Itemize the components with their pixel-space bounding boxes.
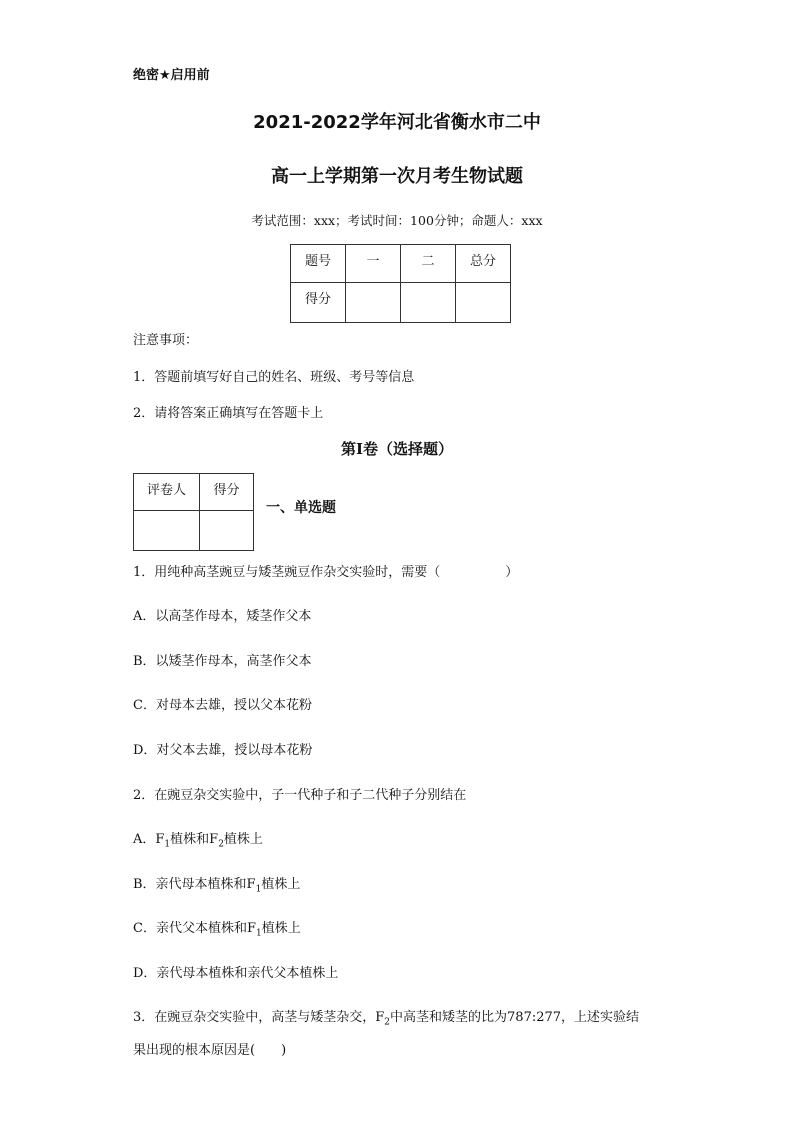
q2-option-b: B．亲代母本植株和$F_1$植株上 bbox=[133, 877, 301, 895]
q1-option-c: C．对母本去雄，授以父本花粉 bbox=[133, 698, 312, 713]
score-header-question-no: 题号 bbox=[291, 245, 346, 283]
q2-option-a: A．$F_1$植株和$F_2$植株上 bbox=[133, 832, 263, 850]
exam-info: 考试范围：xxx；考试时间：100分钟；命题人：xxx bbox=[251, 213, 543, 228]
score-header-part1: 一 bbox=[346, 245, 401, 283]
q1-option-a: A．以高茎作母本，矮茎作父本 bbox=[133, 609, 312, 624]
grader-score-cell[interactable] bbox=[200, 511, 254, 551]
q3-stem-line2: 果出现的根本原因是( ) bbox=[133, 1043, 287, 1058]
confidential-mark: 绝密★启用前 bbox=[133, 68, 210, 83]
score-header-part2: 二 bbox=[401, 245, 456, 283]
exam-title-line1: 2021-2022学年河北省衡水市二中 bbox=[253, 112, 541, 133]
grader-cell[interactable] bbox=[134, 511, 200, 551]
section-title: 第I卷（选择题） bbox=[340, 440, 454, 458]
score-cell[interactable] bbox=[456, 283, 511, 323]
q1-stem: 1．用纯种高茎豌豆与矮茎豌豆作杂交实验时，需要（ ） bbox=[133, 565, 519, 580]
score-cell[interactable] bbox=[346, 283, 401, 323]
exam-title-line2: 高一上学期第一次月考生物试题 bbox=[271, 166, 523, 187]
q2-stem: 2．在豌豆杂交实验中，子一代种子和子二代种子分别结在 bbox=[133, 788, 467, 803]
grader-label: 评卷人 bbox=[134, 474, 200, 511]
q2-option-d: D．亲代母本植株和亲代父本植株上 bbox=[133, 966, 339, 981]
notice-item-2: 2．请将答案正确填写在答题卡上 bbox=[133, 406, 324, 421]
score-table bbox=[290, 244, 511, 323]
notice-item-1: 1．答题前填写好自己的姓名、班级、考号等信息 bbox=[133, 370, 415, 385]
grader-table bbox=[133, 473, 254, 551]
q1-option-b: B．以矮茎作母本，高茎作父本 bbox=[133, 654, 312, 669]
q3-stem: 3．在豌豆杂交实验中，高茎与矮茎杂交，$F_2$中高茎和矮茎的比为787:277，上述实验结 bbox=[133, 1010, 640, 1028]
notice-title: 注意事项： bbox=[133, 333, 199, 348]
score-row-label: 得分 bbox=[291, 283, 346, 323]
score-cell[interactable] bbox=[401, 283, 456, 323]
q1-option-d: D．对父本去雄，授以母本花粉 bbox=[133, 743, 313, 758]
score-header-total: 总分 bbox=[456, 245, 511, 283]
grader-score-label: 得分 bbox=[200, 474, 254, 511]
question-type-heading: 一、单选题 bbox=[266, 500, 336, 516]
q2-option-c: C．亲代父本植株和$F_1$植株上 bbox=[133, 921, 301, 939]
